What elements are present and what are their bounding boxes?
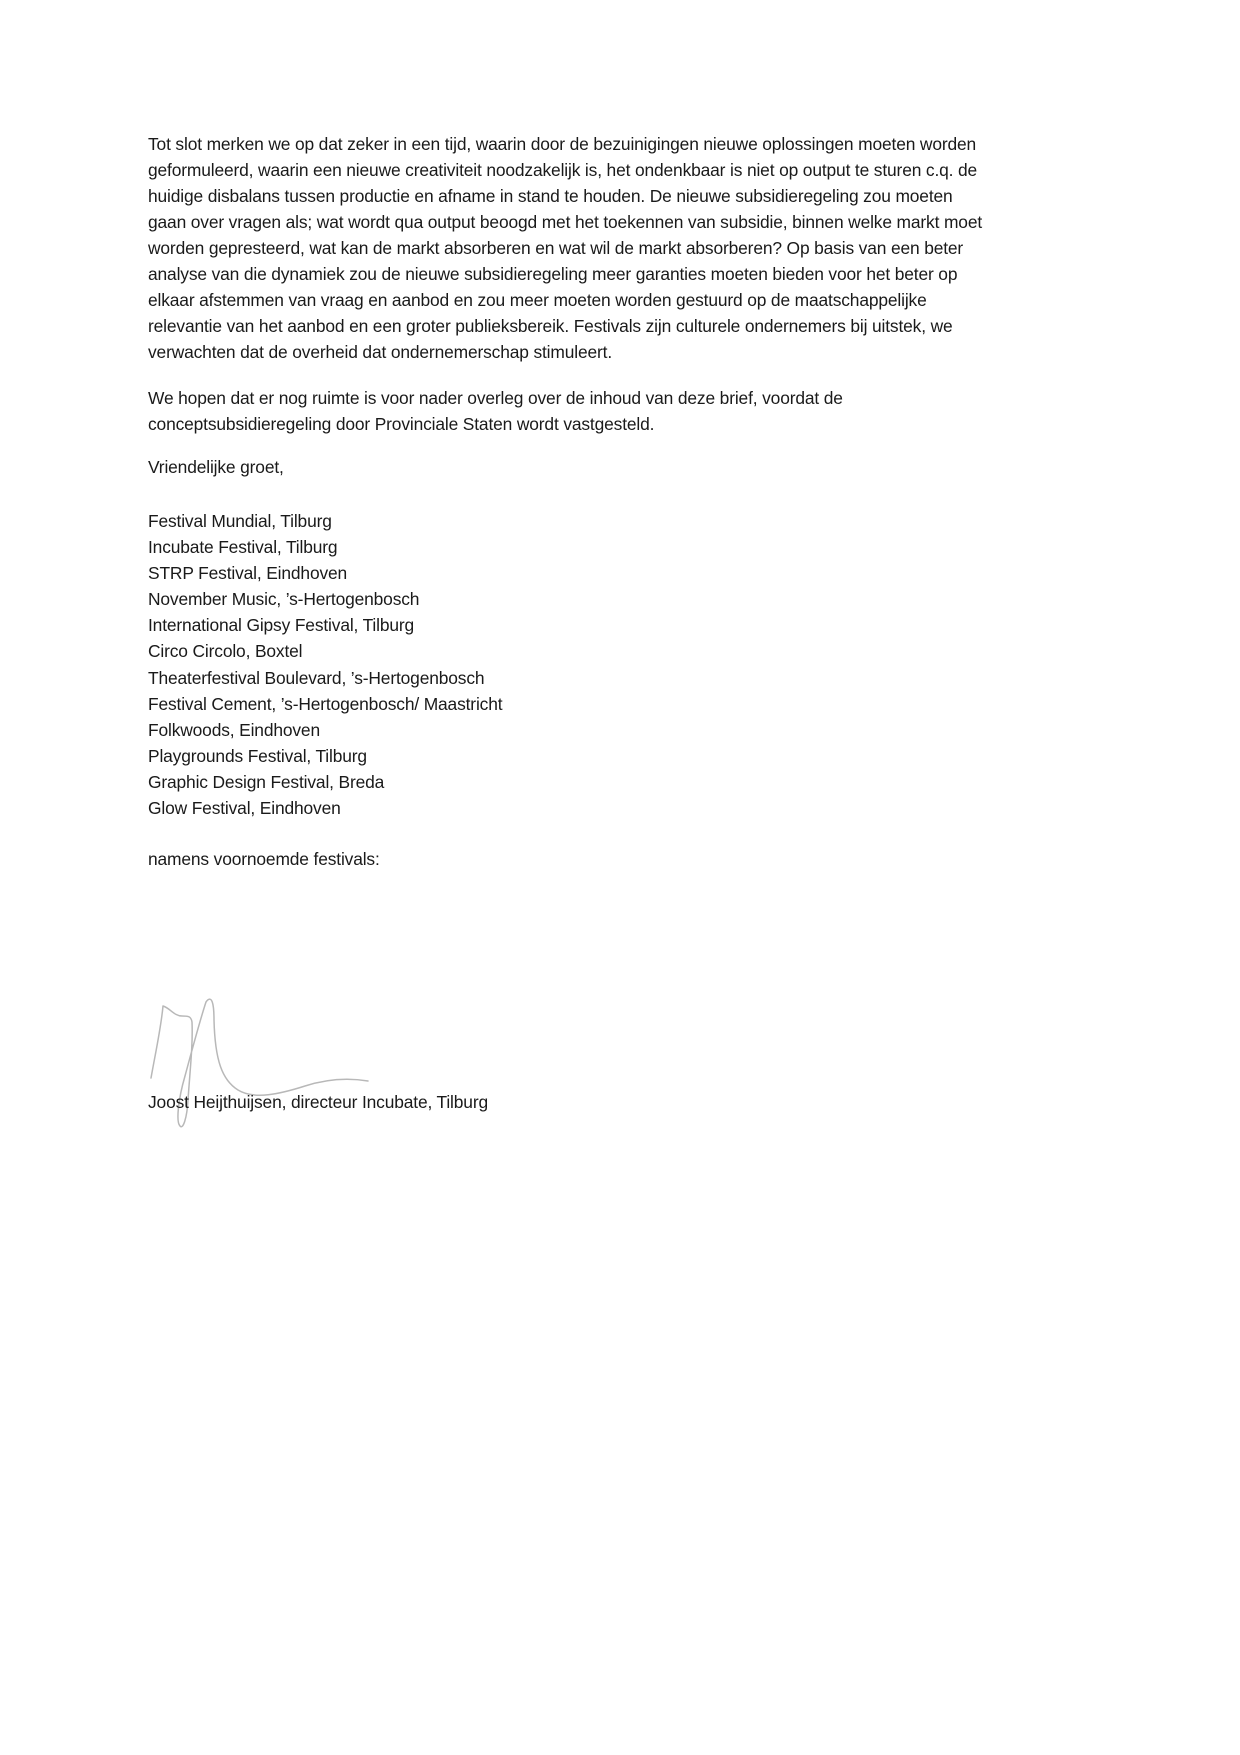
festival-list-item: Theaterfestival Boulevard, ’s-Hertogenbosch: [148, 668, 485, 688]
on-behalf-label: namens voornoemde festivals:: [148, 849, 380, 869]
handwritten-signature: [130, 990, 390, 1140]
paragraph-line: gaan over vragen als; wat wordt qua output beoogd met het toekennen van subsidie, binnen welke markt moet: [148, 212, 983, 232]
paragraph-line: conceptsubsidieregeling door Provinciale Staten wordt vastgesteld.: [148, 414, 655, 434]
paragraph-line: We hopen dat er nog ruimte is voor nader overleg over de inhoud van deze brief, voordat de: [148, 388, 843, 408]
festival-list-item: Playgrounds Festival, Tilburg: [148, 746, 367, 766]
festival-list-item: STRP Festival, Eindhoven: [148, 563, 348, 583]
paragraph-line: relevantie van het aanbod en een groter publieksbereik. Festivals zijn culturele ondernemers bij uitstek, we: [148, 316, 953, 336]
paragraph-line: verwachten dat de overheid dat ondernemerschap stimuleert.: [148, 342, 613, 362]
festival-list-item: Incubate Festival, Tilburg: [148, 537, 338, 557]
festival-list-item: Glow Festival, Eindhoven: [148, 798, 341, 818]
paragraph-line: analyse van die dynamiek zou de nieuwe subsidieregeling meer garanties moeten bieden voor het beter op: [148, 264, 958, 284]
signatory-name: Joost Heijthuijsen, directeur Incubate, Tilburg: [148, 1092, 488, 1112]
festival-list-item: November Music, ’s-Hertogenbosch: [148, 589, 420, 609]
paragraph-line: huidige disbalans tussen productie en afname in stand te houden. De nieuwe subsidieregeling zou moeten: [148, 186, 953, 206]
closing-greeting: Vriendelijke groet,: [148, 457, 284, 477]
festival-list-item: Festival Cement, ’s-Hertogenbosch/ Maastricht: [148, 694, 503, 714]
festival-list-item: Circo Circolo, Boxtel: [148, 641, 303, 661]
festival-list-item: Festival Mundial, Tilburg: [148, 511, 332, 531]
paragraph-line: elkaar afstemmen van vraag en aanbod en zou meer moeten worden gestuurd op de maatschappelijke: [148, 290, 927, 310]
paragraph-line: worden gepresteerd, wat kan de markt absorberen en wat wil de markt absorberen? Op basis van een beter: [148, 238, 964, 258]
paragraph-line: geformuleerd, waarin een nieuwe creativiteit noodzakelijk is, het ondenkbaar is niet op output te sturen c.q. de: [148, 160, 978, 180]
festival-list-item: Graphic Design Festival, Breda: [148, 772, 385, 792]
festival-list-item: International Gipsy Festival, Tilburg: [148, 615, 415, 635]
paragraph-line: Tot slot merken we op dat zeker in een tijd, waarin door de bezuinigingen nieuwe oplossingen moeten worden: [148, 134, 977, 154]
festival-list-item: Folkwoods, Eindhoven: [148, 720, 320, 740]
